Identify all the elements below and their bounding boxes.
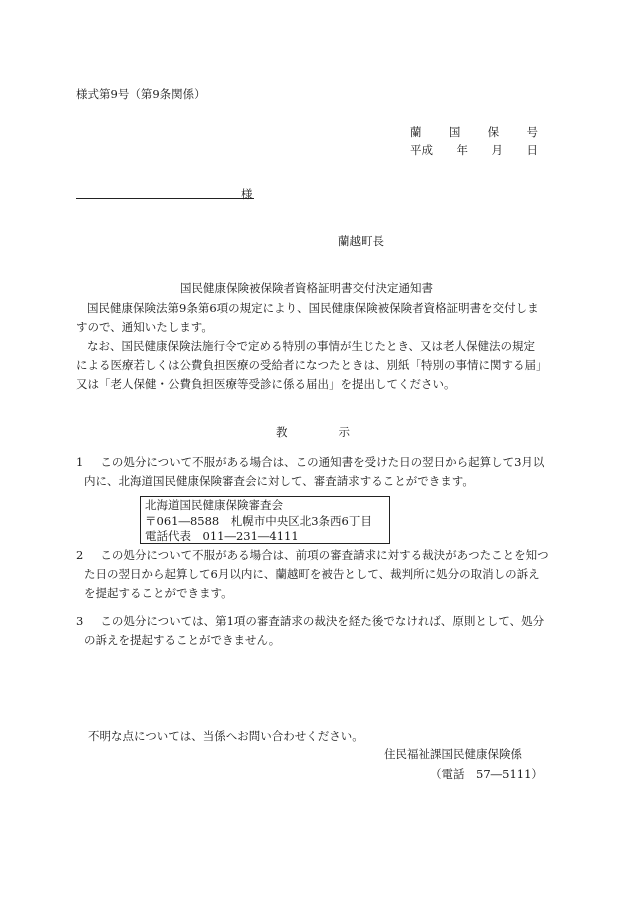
form-id: 様式第9号（第9条関係） [76, 87, 206, 101]
body-line: 国民健康保険法第9条第6項の規定により、国民健康保険被保険者資格証明書を交付しま [87, 301, 539, 315]
document-title: 国民健康保険被保険者資格証明書交付決定通知書 [180, 281, 433, 295]
issue-date [410, 142, 538, 158]
contact-org: 北海道国民健康保険審査会 [145, 498, 283, 512]
contact-phone: 電話代表 011―231―4111 [145, 529, 299, 543]
body-line: すので、通知いたします。 [76, 320, 213, 334]
instruction-item-3 [76, 612, 544, 650]
date-era: 平成 [410, 143, 433, 157]
body-paragraph-1 [76, 299, 539, 337]
item-number: 1 [76, 455, 84, 469]
date-day: 日 [526, 143, 538, 157]
body-line: 又は「老人保健・公費負担医療等受診に係る届出」を提出してください。 [76, 377, 456, 391]
recipient-name-line [76, 198, 254, 199]
document-number [410, 124, 538, 140]
department-phone: （電話 57―5111） [430, 767, 543, 781]
contact-address: 〒061―8588 札幌市中央区北3条西6丁目 [145, 513, 372, 528]
department-name: 住民福祉課国民健康保険係 [384, 747, 522, 761]
item-line: 内に、北海道国民健康保険審査会に対して、審査請求することができます。 [84, 474, 474, 488]
body-line: による医療若しくは公費負担医療の受給者になつたときは、別紙「特別の事情に関する届」 [76, 358, 548, 372]
instruction-heading-char: 示 [338, 425, 350, 439]
body-paragraph-2 [76, 337, 548, 394]
item-line: の訴えを提起することができません。 [84, 633, 281, 647]
item-line: この処分について不服がある場合は、前項の審査請求に対する裁決があつたことを知つ [100, 548, 549, 562]
doc-number-char: 蘭 [410, 125, 422, 139]
date-year: 年 [456, 143, 468, 157]
body-line: なお、国民健康保険法施行令で定める特別の事情が生じたとき、又は老人保健法の規定 [87, 339, 536, 353]
instruction-item-1 [76, 453, 544, 491]
issuer: 蘭越町長 [338, 234, 384, 248]
contact-box [140, 496, 390, 544]
instruction-heading [276, 424, 350, 440]
item-number: 2 [76, 548, 84, 562]
doc-number-char: 号 [526, 125, 538, 139]
date-month: 月 [491, 143, 503, 157]
item-line: この処分については、第1項の審査請求の裁決を経た後でなければ、原則として、処分 [100, 614, 545, 628]
instruction-heading-char: 教 [276, 425, 288, 439]
item-line: た日の翌日から起算して6月以内に、蘭越町を被告として、裁判所に処分の取消しの訴え [84, 567, 540, 581]
doc-number-char: 国 [448, 125, 461, 139]
item-line: を提起することができます。 [84, 586, 233, 600]
recipient-suffix: 様 [241, 187, 253, 201]
doc-number-char: 保 [487, 125, 500, 139]
item-number: 3 [76, 614, 84, 628]
instruction-item-2 [76, 546, 549, 603]
inquiry-note: 不明な点については、当係へお問い合わせください。 [88, 729, 364, 743]
item-line: この処分について不服がある場合は、この通知書を受けた日の翌日から起算して3月以 [100, 455, 545, 469]
